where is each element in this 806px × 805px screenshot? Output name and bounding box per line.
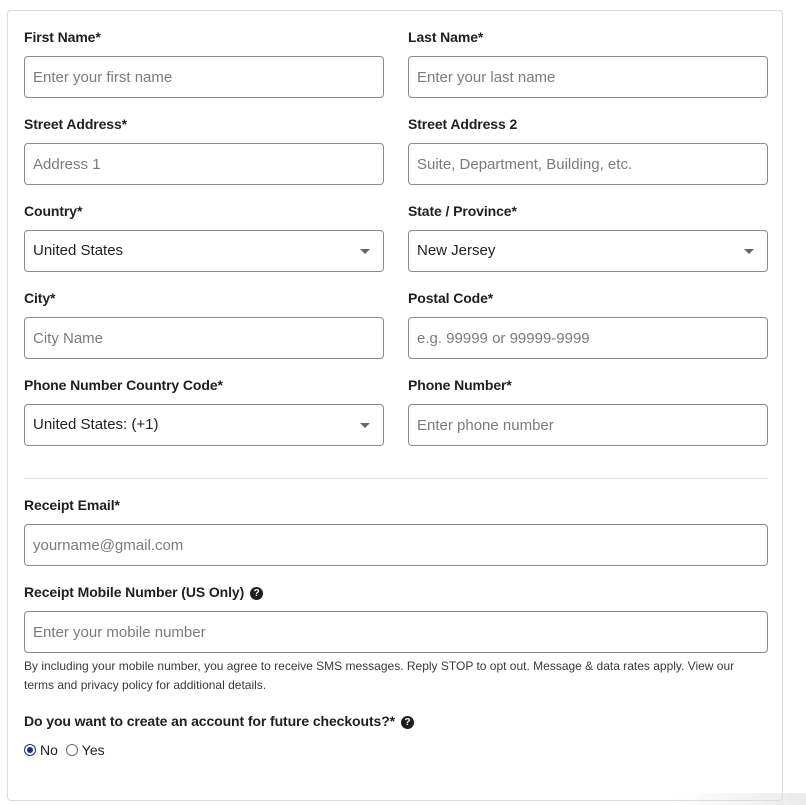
chevron-down-icon bbox=[360, 423, 370, 428]
country-select[interactable] bbox=[24, 230, 384, 272]
first-name-input[interactable] bbox=[24, 56, 384, 98]
radio-option-yes[interactable] bbox=[66, 742, 105, 758]
radio-yes-label: Yes bbox=[81, 742, 105, 758]
state-label: State / Province* bbox=[408, 203, 517, 219]
radio-option-no[interactable] bbox=[24, 742, 58, 758]
phone-country-code-select[interactable] bbox=[24, 404, 384, 446]
city-label: City* bbox=[24, 290, 56, 306]
phone-number-label: Phone Number* bbox=[408, 377, 512, 393]
receipt-mobile-label-row bbox=[24, 584, 263, 600]
phone-number-input[interactable] bbox=[408, 404, 768, 446]
question-circle-icon[interactable]: ? bbox=[250, 587, 263, 600]
radio-yes[interactable] bbox=[66, 744, 78, 756]
postal-code-input[interactable] bbox=[408, 317, 768, 359]
phone-country-code-value: United States: (+1) bbox=[33, 416, 159, 433]
street-address-label: Street Address* bbox=[24, 116, 128, 132]
radio-no[interactable] bbox=[24, 744, 36, 756]
radio-no-label: No bbox=[40, 742, 58, 758]
page-shadow bbox=[676, 793, 806, 805]
first-name-label: First Name* bbox=[24, 29, 101, 45]
last-name-input[interactable] bbox=[408, 56, 768, 98]
receipt-email-input[interactable] bbox=[24, 524, 768, 566]
country-label: Country* bbox=[24, 203, 83, 219]
street-address-input[interactable] bbox=[24, 143, 384, 185]
country-select-value: United States bbox=[33, 242, 124, 259]
create-account-radio-group bbox=[24, 742, 105, 759]
receipt-email-label: Receipt Email* bbox=[24, 497, 120, 513]
receipt-mobile-label: Receipt Mobile Number (US Only) bbox=[24, 584, 245, 600]
city-input[interactable] bbox=[24, 317, 384, 359]
question-circle-icon[interactable]: ? bbox=[401, 716, 414, 729]
create-account-label: Do you want to create an account for future checkouts?* bbox=[24, 713, 396, 729]
state-select-value: New Jersey bbox=[417, 242, 496, 259]
receipt-mobile-input[interactable] bbox=[24, 611, 768, 653]
state-select[interactable] bbox=[408, 230, 768, 272]
section-divider bbox=[24, 478, 768, 479]
street-address-2-label: Street Address 2 bbox=[408, 116, 518, 132]
last-name-label: Last Name* bbox=[408, 29, 484, 45]
street-address-2-input[interactable] bbox=[408, 143, 768, 185]
chevron-down-icon bbox=[744, 249, 754, 254]
create-account-label-row bbox=[24, 713, 414, 729]
postal-code-label: Postal Code* bbox=[408, 290, 494, 306]
phone-country-code-label: Phone Number Country Code* bbox=[24, 377, 223, 393]
sms-consent-note: By including your mobile number, you agree to receive SMS messages. Reply STOP to opt out. Message & data rates apply. View our terms and privacy policy for additional details. bbox=[24, 659, 735, 692]
chevron-down-icon bbox=[360, 249, 370, 254]
